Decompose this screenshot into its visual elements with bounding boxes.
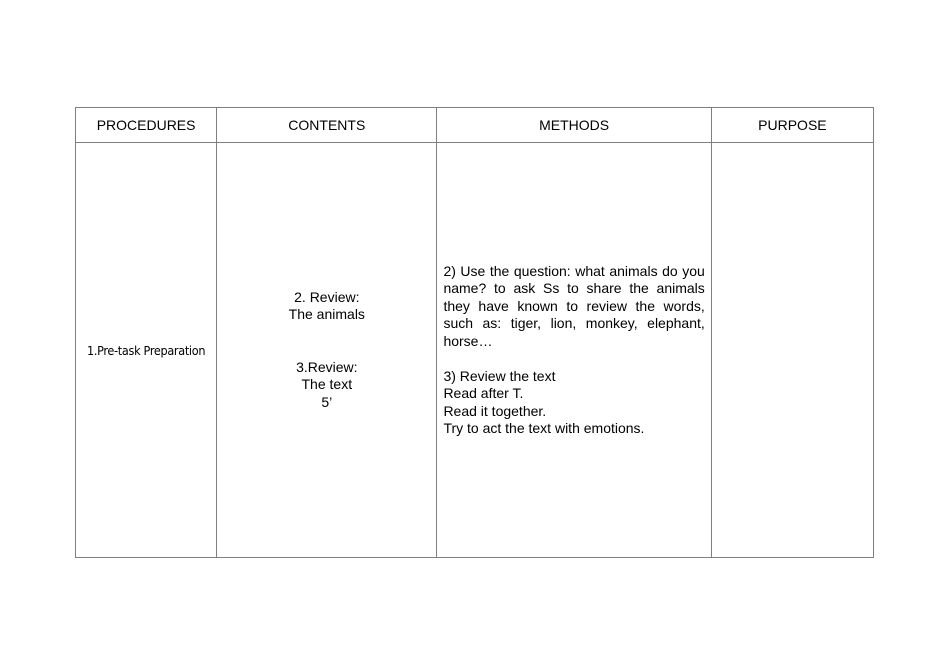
procedure-label: 1.Pre-task Preparation [87, 342, 206, 358]
table-row [76, 143, 874, 558]
purpose-cell [711, 143, 873, 558]
method-step-3-title: 3) Review the text [443, 367, 556, 384]
table-header-row [76, 108, 874, 143]
review-2-title: 3.Review: [296, 358, 358, 375]
method-step-2: 2) Use the question: what animals do you name? to ask Ss to share the animals they have known to review the words, such as: tiger, lion, monkey, elephant, horse… [443, 262, 705, 349]
methods-cell [437, 143, 711, 558]
header-procedures: PROCEDURES [76, 108, 217, 143]
method-step-3-line: Read it together. [443, 402, 547, 419]
method-step-3-line: Try to act the text with emotions. [443, 420, 645, 436]
method-step-3-line: Read after T. [443, 385, 524, 401]
header-methods: METHODS [437, 108, 711, 143]
methods-spacer [443, 350, 704, 368]
contents-spacer [217, 324, 436, 359]
header-purpose: PURPOSE [711, 108, 873, 143]
duration-label: 5’ [321, 393, 333, 410]
header-contents: CONTENTS [217, 108, 437, 143]
review-1-title: 2. Review: [294, 288, 360, 305]
contents-cell [217, 143, 437, 558]
review-1-subject: The animals [288, 306, 365, 323]
review-2-subject: The text [301, 376, 353, 393]
lesson-plan-table [75, 107, 874, 558]
procedure-cell [76, 143, 217, 558]
